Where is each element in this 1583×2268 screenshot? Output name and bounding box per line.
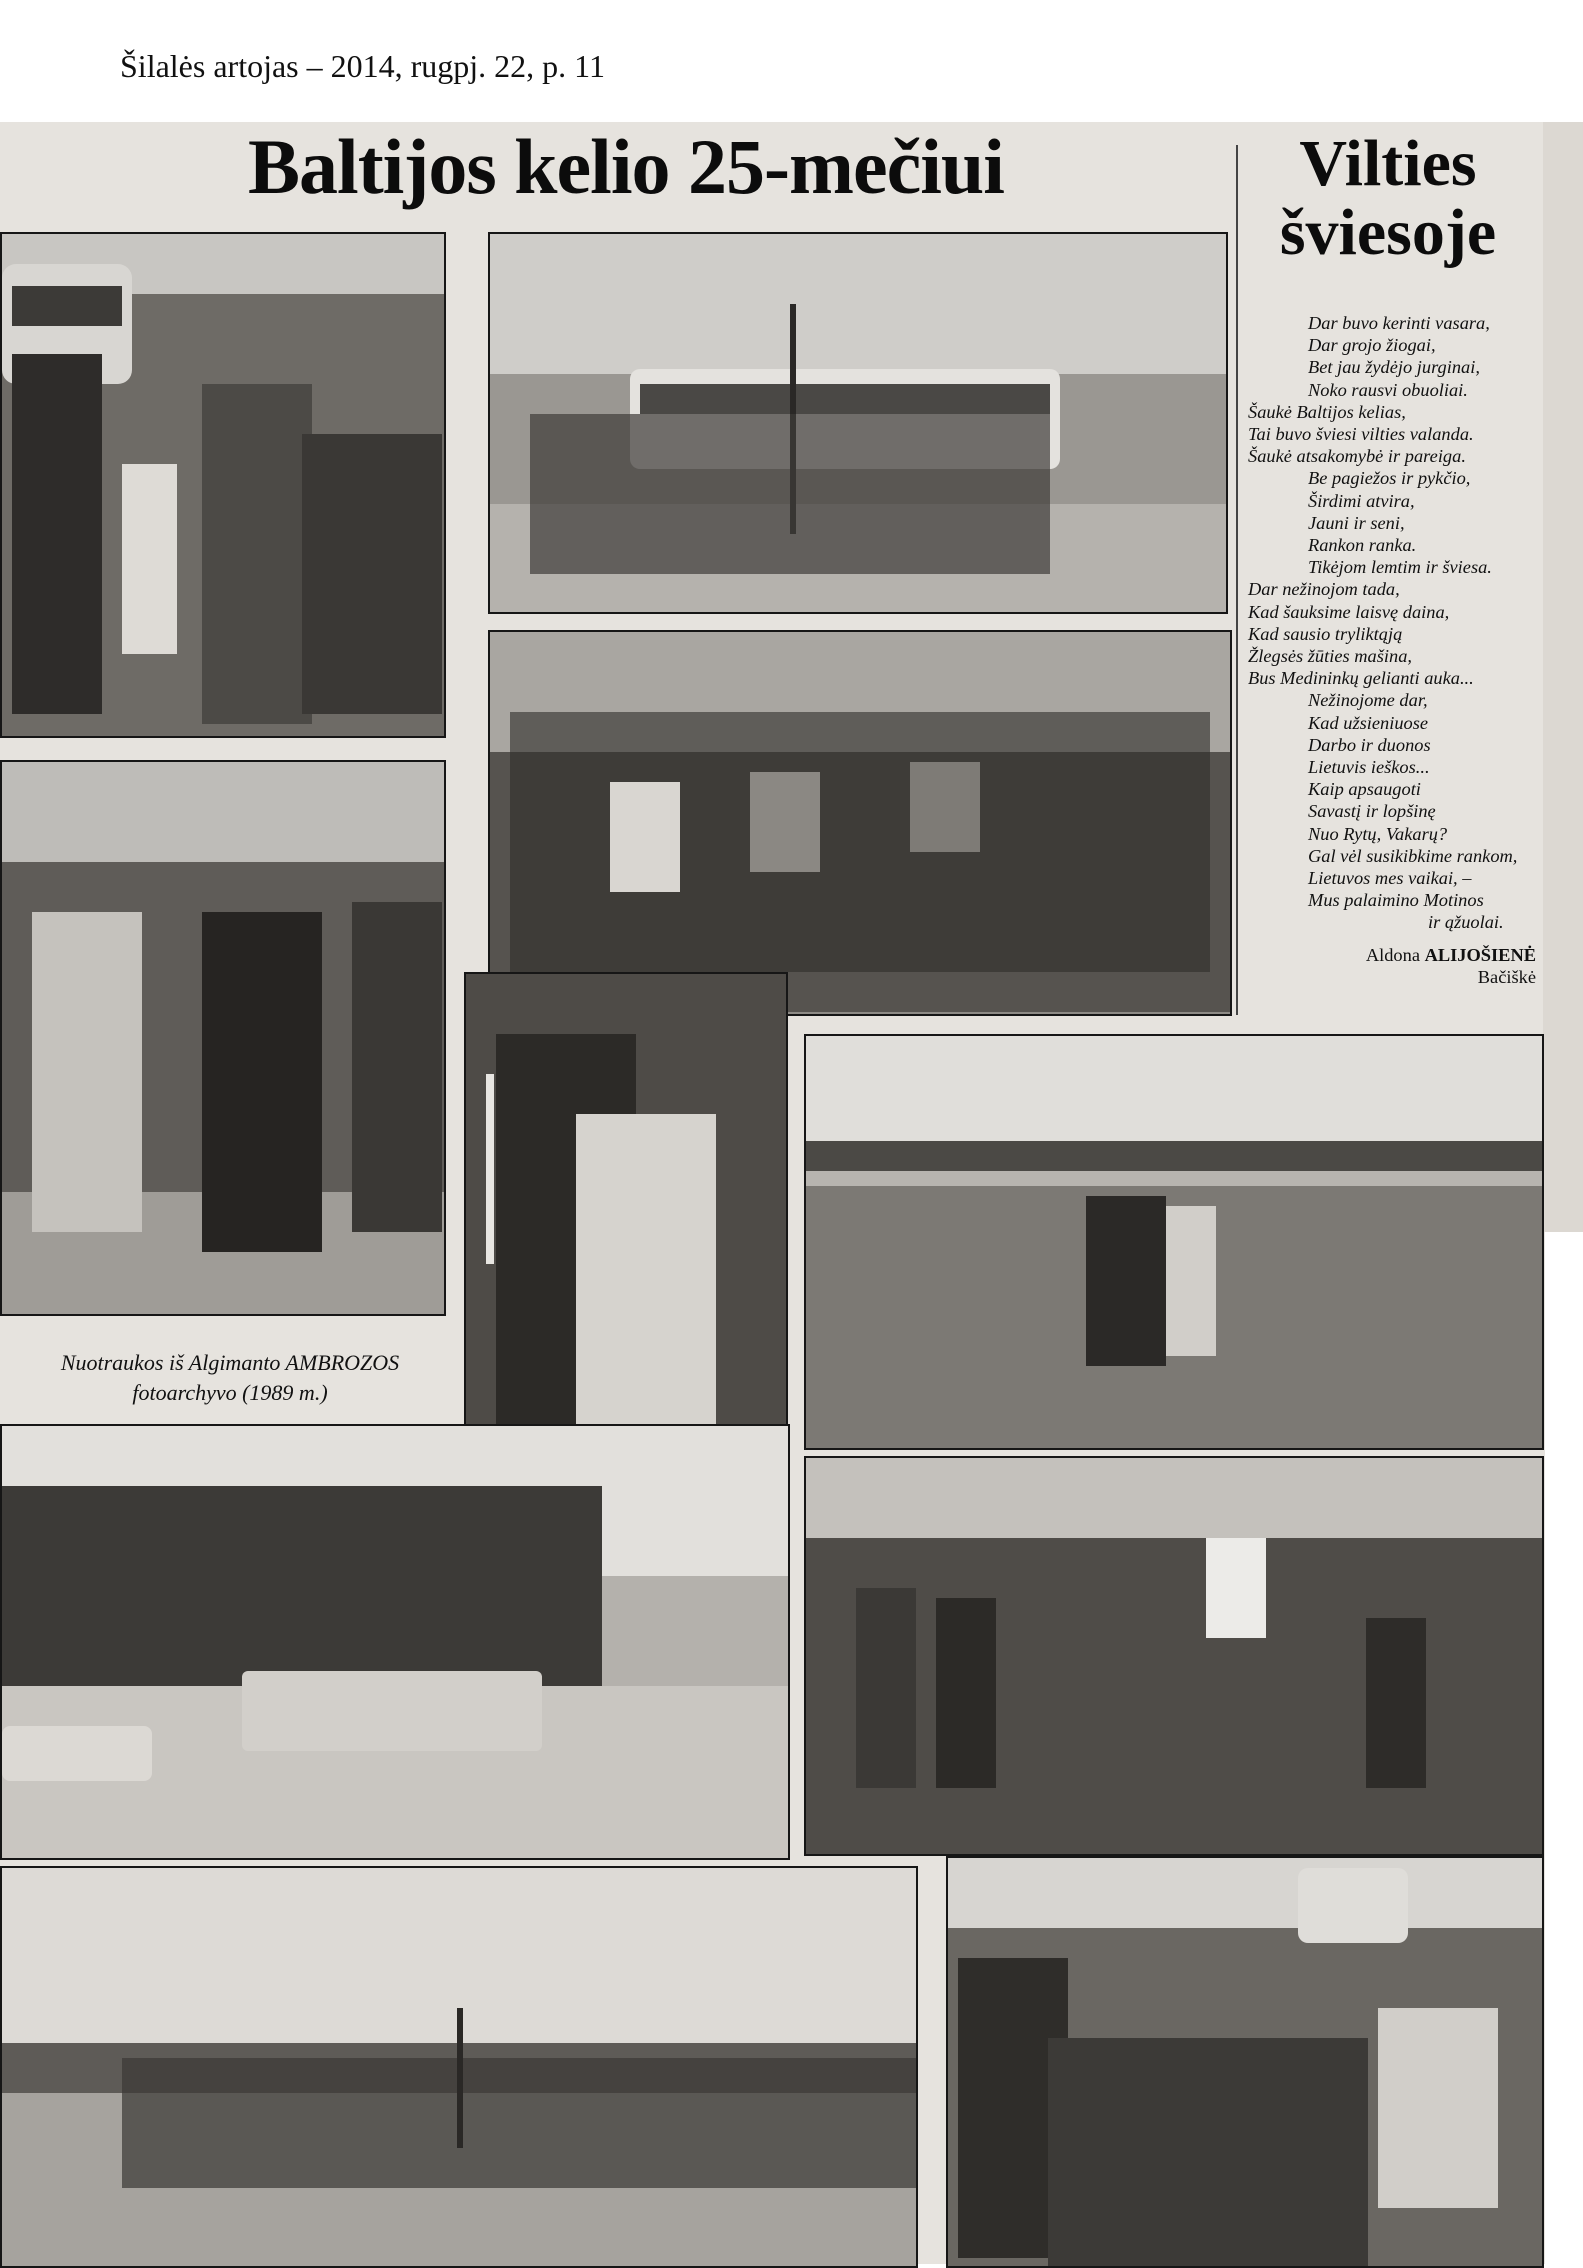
poem-line: Kad užsieniuose: [1308, 712, 1429, 733]
author-first-name: Aldona: [1365, 944, 1420, 965]
photo-youths-flags-image: [490, 632, 1230, 1014]
poem-line: Nežinojome dar,: [1308, 690, 1428, 711]
poem-line: Lietuvis ieškos...: [1308, 757, 1430, 778]
column-divider: [1236, 145, 1238, 1015]
poem-line: Kad šauksime laisvę daina,: [1248, 601, 1450, 622]
photo-field-group: [804, 1456, 1544, 1856]
photo-crowd-road: [0, 1866, 918, 2268]
poem-line: Lietuvos mes vaikai, –: [1308, 868, 1472, 889]
photo-field-group-image: [806, 1458, 1542, 1854]
photo-elderly-couple: [0, 760, 446, 1316]
poem-line: Dar grojo žiogai,: [1308, 335, 1436, 356]
photo-credit-line: Nuotraukos iš Algimanto AMBROZOS: [60, 1350, 400, 1375]
poem-line: Šaukė atsakomybė ir pareiga.: [1248, 446, 1466, 467]
poem-body: [1248, 312, 1536, 988]
photo-chain-buses-image: [490, 234, 1226, 612]
poem-line: Bet jau žydėjo jurginai,: [1308, 357, 1480, 378]
photo-seated-women: [946, 1856, 1544, 2268]
photo-credit: [20, 1348, 440, 1408]
poem-line: Nuo Rytų, Vakarų?: [1308, 823, 1448, 844]
poem-line: Dar buvo kerinti vasara,: [1308, 313, 1490, 333]
headline: Baltijos kelio 25-mečiui: [248, 123, 1004, 210]
poem-line: ir ąžuolai.: [1428, 912, 1504, 933]
poem-line: Savastį ir lopšinę: [1308, 801, 1436, 822]
poem-line: Darbo ir duonos: [1308, 734, 1431, 755]
poem-line: Be pagiežos ir pykčio,: [1308, 468, 1471, 489]
author-last-name: ALIJOŠIENĖ: [1424, 944, 1536, 965]
poem-line: Rankon ranka.: [1308, 535, 1417, 556]
poem-line: Kad sausio tryliktąją: [1248, 623, 1403, 644]
photo-seated-woman: [804, 1034, 1544, 1450]
poem-line: Kaip apsaugoti: [1308, 779, 1421, 800]
photo-seated-women-image: [948, 1858, 1542, 2266]
poem-line: Dar nežinojom tada,: [1248, 579, 1400, 600]
poem-line: Gal vėl susikibkime rankom,: [1308, 845, 1518, 866]
photo-street-buses: [0, 1424, 790, 1860]
poem-line: Noko rausvi obuoliai.: [1308, 379, 1468, 400]
poem-title-line: šviesoje: [1279, 195, 1497, 269]
photo-credit-line: fotoarchyvo (1989 m.): [132, 1380, 328, 1405]
poem-line: Šaukė Baltijos kelias,: [1248, 401, 1406, 422]
poem-author: [1248, 944, 1536, 966]
poem-line: Žlegsės žūties mašina,: [1248, 646, 1412, 667]
clipping-edge: [1543, 122, 1583, 1232]
poem-line: Širdimi atvira,: [1308, 490, 1415, 511]
author-place: Bačiškė: [1477, 966, 1536, 987]
page-header: Šilalės artojas – 2014, rugpj. 22, p. 11: [120, 48, 605, 84]
photo-street-buses-image: [2, 1426, 788, 1858]
photo-family-field: [0, 232, 446, 738]
poem-line: Jauni ir seni,: [1308, 512, 1405, 533]
photo-chain-buses: [488, 232, 1228, 614]
photo-seated-woman-image: [806, 1036, 1542, 1448]
poem-title: [1238, 127, 1538, 269]
photo-elderly-couple-image: [2, 762, 444, 1314]
photo-youths-flags: [488, 630, 1232, 1016]
photo-family-field-image: [2, 234, 444, 736]
poem-line: Tikėjom lemtim ir šviesa.: [1308, 557, 1492, 578]
poem-line: Bus Medininkų gelianti auka...: [1248, 668, 1474, 689]
poem-line: Tai buvo šviesi vilties valanda.: [1248, 424, 1474, 445]
photo-crowd-road-image: [2, 1868, 916, 2266]
poem-line: Mus palaimino Motinos: [1308, 890, 1484, 911]
poem-title-line: Vilties: [1299, 127, 1477, 200]
